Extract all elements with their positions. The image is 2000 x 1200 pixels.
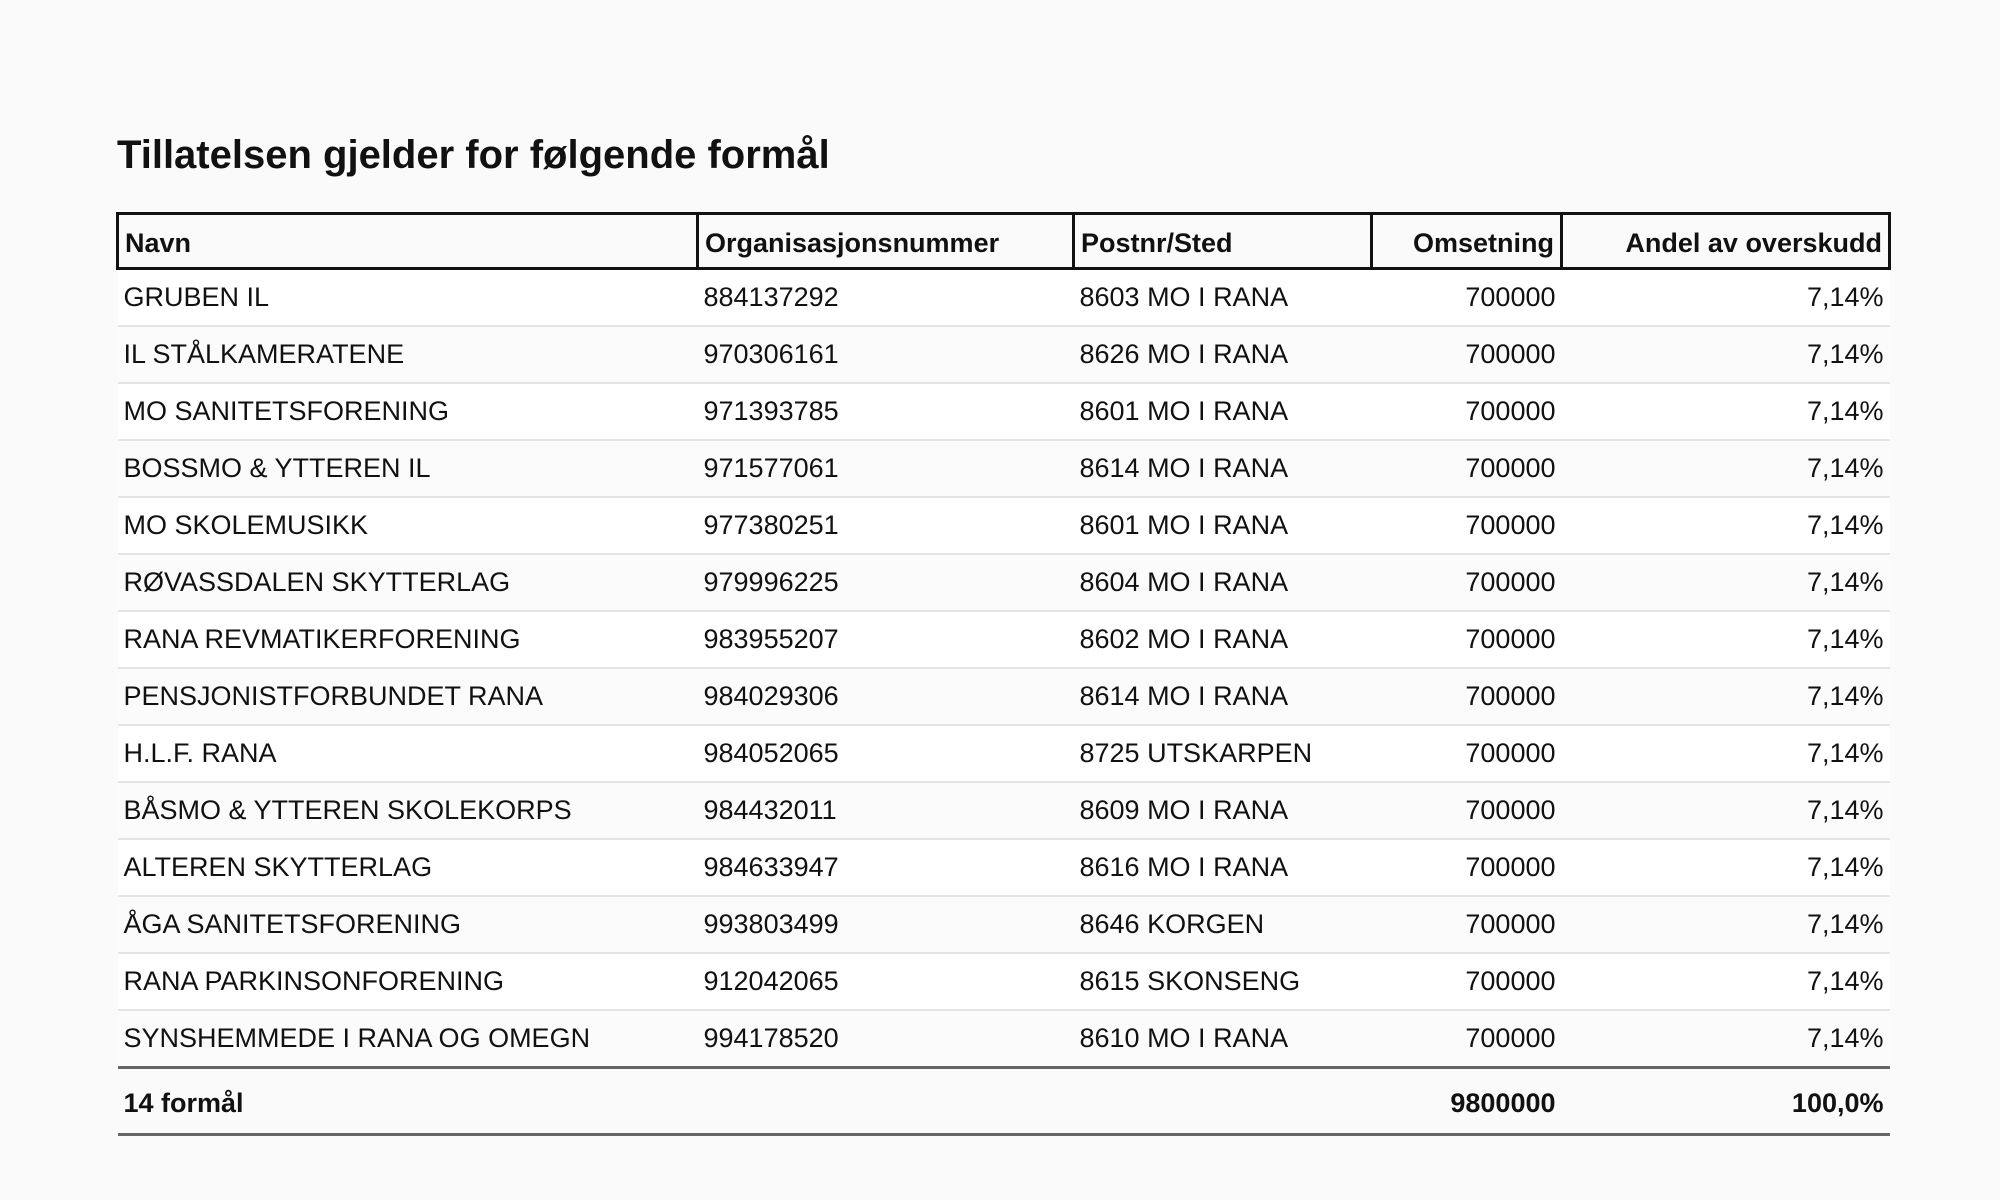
- page-title: Tillatelsen gjelder for følgende formål: [117, 133, 830, 177]
- table-row: [118, 326, 1890, 383]
- header-orgnr: Organisasjonsnummer: [698, 214, 1074, 269]
- cell-orgnr: 983955207: [698, 611, 1074, 668]
- cell-postnr: 8601 MO I RANA: [1074, 497, 1372, 554]
- cell-postnr: 8609 MO I RANA: [1074, 782, 1372, 839]
- cell-andel: 7,14%: [1562, 782, 1890, 839]
- cell-orgnr: 979996225: [698, 554, 1074, 611]
- cell-navn: IL STÅLKAMERATENE: [118, 326, 698, 383]
- cell-postnr: 8646 KORGEN: [1074, 896, 1372, 953]
- cell-orgnr: 984052065: [698, 725, 1074, 782]
- cell-postnr: 8602 MO I RANA: [1074, 611, 1372, 668]
- header-row: [118, 214, 1890, 269]
- footer-row: [118, 1068, 1890, 1135]
- cell-postnr: 8610 MO I RANA: [1074, 1010, 1372, 1068]
- cell-postnr: 8604 MO I RANA: [1074, 554, 1372, 611]
- table-footer: [118, 1068, 1890, 1135]
- header-postnr: Postnr/Sted: [1074, 214, 1372, 269]
- cell-orgnr: 971393785: [698, 383, 1074, 440]
- cell-postnr: 8614 MO I RANA: [1074, 440, 1372, 497]
- cell-omsetning: 700000: [1372, 326, 1562, 383]
- cell-andel: 7,14%: [1562, 611, 1890, 668]
- cell-omsetning: 700000: [1372, 839, 1562, 896]
- table-body: [118, 269, 1890, 1068]
- cell-omsetning: 700000: [1372, 953, 1562, 1010]
- cell-navn: RØVASSDALEN SKYTTERLAG: [118, 554, 698, 611]
- cell-andel: 7,14%: [1562, 383, 1890, 440]
- table-row: [118, 896, 1890, 953]
- table-row: [118, 611, 1890, 668]
- cell-omsetning: 700000: [1372, 269, 1562, 327]
- cell-orgnr: 984633947: [698, 839, 1074, 896]
- cell-orgnr: 984029306: [698, 668, 1074, 725]
- cell-andel: 7,14%: [1562, 668, 1890, 725]
- cell-omsetning: 700000: [1372, 383, 1562, 440]
- footer-omsetning-total: 9800000: [1372, 1068, 1562, 1135]
- cell-orgnr: 884137292: [698, 269, 1074, 327]
- cell-orgnr: 970306161: [698, 326, 1074, 383]
- cell-orgnr: 977380251: [698, 497, 1074, 554]
- cell-navn: SYNSHEMMEDE I RANA OG OMEGN: [118, 1010, 698, 1068]
- cell-orgnr: 993803499: [698, 896, 1074, 953]
- cell-navn: ALTEREN SKYTTERLAG: [118, 839, 698, 896]
- cell-navn: RANA PARKINSONFORENING: [118, 953, 698, 1010]
- cell-omsetning: 700000: [1372, 668, 1562, 725]
- cell-andel: 7,14%: [1562, 269, 1890, 327]
- cell-postnr: 8615 SKONSENG: [1074, 953, 1372, 1010]
- cell-postnr: 8616 MO I RANA: [1074, 839, 1372, 896]
- cell-postnr: 8725 UTSKARPEN: [1074, 725, 1372, 782]
- cell-navn: MO SKOLEMUSIKK: [118, 497, 698, 554]
- header-navn: Navn: [118, 214, 698, 269]
- cell-omsetning: 700000: [1372, 896, 1562, 953]
- cell-postnr: 8614 MO I RANA: [1074, 668, 1372, 725]
- table-row: [118, 269, 1890, 327]
- cell-andel: 7,14%: [1562, 554, 1890, 611]
- table-row: [118, 839, 1890, 896]
- cell-orgnr: 994178520: [698, 1010, 1074, 1068]
- table-row: [118, 953, 1890, 1010]
- cell-andel: 7,14%: [1562, 725, 1890, 782]
- cell-navn: BOSSMO & YTTEREN IL: [118, 440, 698, 497]
- cell-andel: 7,14%: [1562, 326, 1890, 383]
- cell-postnr: 8601 MO I RANA: [1074, 383, 1372, 440]
- footer-empty-orgnr: [698, 1068, 1074, 1135]
- table-row: [118, 782, 1890, 839]
- table-row: [118, 440, 1890, 497]
- cell-omsetning: 700000: [1372, 725, 1562, 782]
- cell-navn: RANA REVMATIKERFORENING: [118, 611, 698, 668]
- cell-navn: H.L.F. RANA: [118, 725, 698, 782]
- cell-andel: 7,14%: [1562, 953, 1890, 1010]
- table-row: [118, 554, 1890, 611]
- cell-orgnr: 912042065: [698, 953, 1074, 1010]
- cell-omsetning: 700000: [1372, 782, 1562, 839]
- cell-andel: 7,14%: [1562, 497, 1890, 554]
- cell-orgnr: 971577061: [698, 440, 1074, 497]
- purposes-table: [116, 212, 1891, 1136]
- cell-omsetning: 700000: [1372, 554, 1562, 611]
- cell-andel: 7,14%: [1562, 440, 1890, 497]
- header-andel: Andel av overskudd: [1562, 214, 1890, 269]
- footer-andel-total: 100,0%: [1562, 1068, 1890, 1135]
- cell-omsetning: 700000: [1372, 1010, 1562, 1068]
- cell-navn: GRUBEN IL: [118, 269, 698, 327]
- footer-empty-postnr: [1074, 1068, 1372, 1135]
- table-row: [118, 668, 1890, 725]
- cell-postnr: 8603 MO I RANA: [1074, 269, 1372, 327]
- table-row: [118, 1010, 1890, 1068]
- cell-andel: 7,14%: [1562, 839, 1890, 896]
- cell-navn: ÅGA SANITETSFORENING: [118, 896, 698, 953]
- cell-andel: 7,14%: [1562, 896, 1890, 953]
- cell-navn: BÅSMO & YTTEREN SKOLEKORPS: [118, 782, 698, 839]
- footer-label: 14 formål: [118, 1068, 698, 1135]
- table-header: [118, 214, 1890, 269]
- cell-orgnr: 984432011: [698, 782, 1074, 839]
- table-row: [118, 725, 1890, 782]
- cell-omsetning: 700000: [1372, 611, 1562, 668]
- cell-postnr: 8626 MO I RANA: [1074, 326, 1372, 383]
- table-row: [118, 497, 1890, 554]
- cell-navn: PENSJONISTFORBUNDET RANA: [118, 668, 698, 725]
- header-omsetning: Omsetning: [1372, 214, 1562, 269]
- cell-omsetning: 700000: [1372, 440, 1562, 497]
- table-row: [118, 383, 1890, 440]
- cell-navn: MO SANITETSFORENING: [118, 383, 698, 440]
- cell-andel: 7,14%: [1562, 1010, 1890, 1068]
- cell-omsetning: 700000: [1372, 497, 1562, 554]
